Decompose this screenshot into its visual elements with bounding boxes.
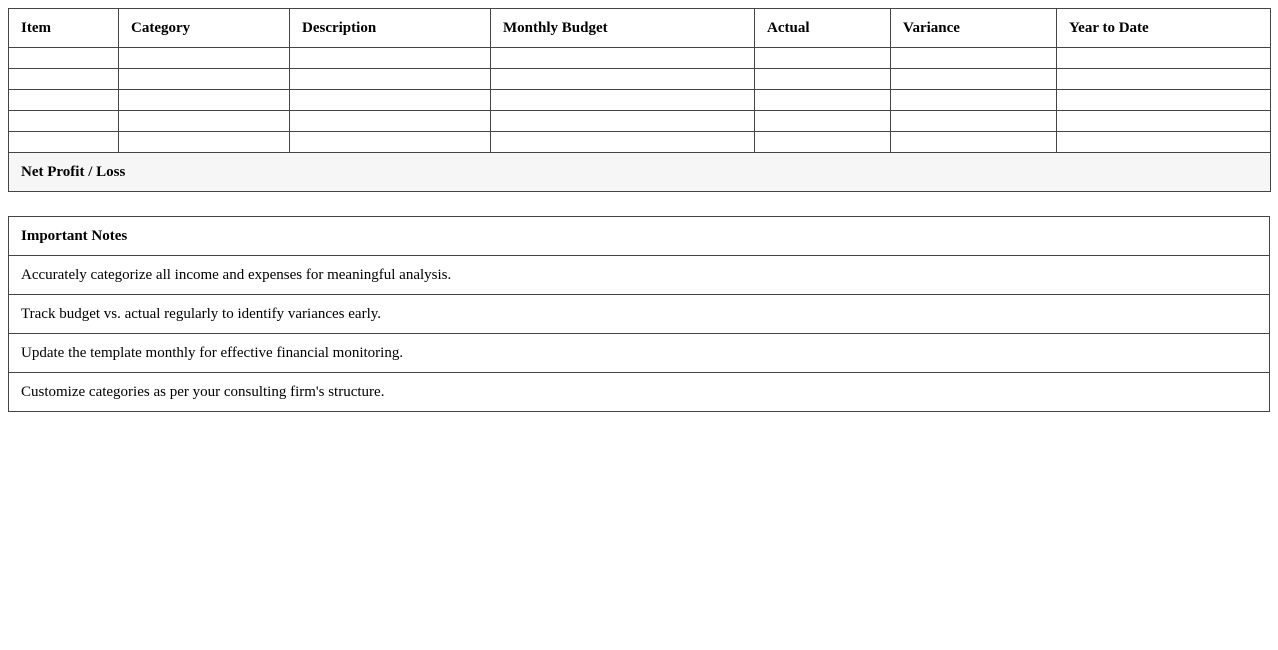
table-cell[interactable] xyxy=(290,132,491,153)
note-item: Track budget vs. actual regularly to identify variances early. xyxy=(9,295,1270,334)
header-variance: Variance xyxy=(891,9,1057,48)
note-item: Update the template monthly for effective financial monitoring. xyxy=(9,334,1270,373)
table-cell[interactable] xyxy=(491,90,755,111)
table-cell[interactable] xyxy=(290,48,491,69)
table-cell[interactable] xyxy=(491,111,755,132)
table-cell[interactable] xyxy=(9,90,119,111)
table-cell[interactable] xyxy=(290,69,491,90)
table-cell[interactable] xyxy=(9,111,119,132)
table-cell[interactable] xyxy=(119,132,290,153)
table-cell[interactable] xyxy=(1057,132,1271,153)
table-cell[interactable] xyxy=(119,48,290,69)
table-row xyxy=(9,132,1271,153)
header-category: Category xyxy=(119,9,290,48)
table-cell[interactable] xyxy=(891,111,1057,132)
table-cell[interactable] xyxy=(9,48,119,69)
table-cell[interactable] xyxy=(119,90,290,111)
table-cell[interactable] xyxy=(9,69,119,90)
notes-table xyxy=(8,216,1270,412)
header-item: Item xyxy=(9,9,119,48)
notes-heading-row xyxy=(9,217,1270,256)
table-cell[interactable] xyxy=(755,48,891,69)
net-profit-loss-label: Net Profit / Loss xyxy=(9,153,1271,192)
notes-heading: Important Notes xyxy=(9,217,1270,256)
note-item: Accurately categorize all income and expenses for meaningful analysis. xyxy=(9,256,1270,295)
table-cell[interactable] xyxy=(119,111,290,132)
note-row xyxy=(9,334,1270,373)
table-cell[interactable] xyxy=(290,111,491,132)
table-cell[interactable] xyxy=(1057,90,1271,111)
table-cell[interactable] xyxy=(891,69,1057,90)
header-monthly-budget: Monthly Budget xyxy=(491,9,755,48)
total-row xyxy=(9,153,1271,192)
note-row xyxy=(9,295,1270,334)
table-cell[interactable] xyxy=(1057,69,1271,90)
table-cell[interactable] xyxy=(491,69,755,90)
table-cell[interactable] xyxy=(891,48,1057,69)
table-cell[interactable] xyxy=(891,90,1057,111)
table-cell[interactable] xyxy=(1057,48,1271,69)
table-row xyxy=(9,48,1271,69)
table-cell[interactable] xyxy=(290,90,491,111)
table-cell[interactable] xyxy=(119,69,290,90)
table-cell[interactable] xyxy=(755,111,891,132)
table-cell[interactable] xyxy=(755,132,891,153)
table-row xyxy=(9,69,1271,90)
table-cell[interactable] xyxy=(891,132,1057,153)
table-cell[interactable] xyxy=(491,48,755,69)
note-row xyxy=(9,373,1270,412)
note-row xyxy=(9,256,1270,295)
table-cell[interactable] xyxy=(491,132,755,153)
table-cell[interactable] xyxy=(755,69,891,90)
table-row xyxy=(9,111,1271,132)
table-cell[interactable] xyxy=(9,132,119,153)
table-row xyxy=(9,90,1271,111)
note-item: Customize categories as per your consulting firm's structure. xyxy=(9,373,1270,412)
header-year-to-date: Year to Date xyxy=(1057,9,1271,48)
header-description: Description xyxy=(290,9,491,48)
table-cell[interactable] xyxy=(1057,111,1271,132)
header-row xyxy=(9,9,1271,48)
budget-table xyxy=(8,8,1271,192)
header-actual: Actual xyxy=(755,9,891,48)
table-cell[interactable] xyxy=(755,90,891,111)
